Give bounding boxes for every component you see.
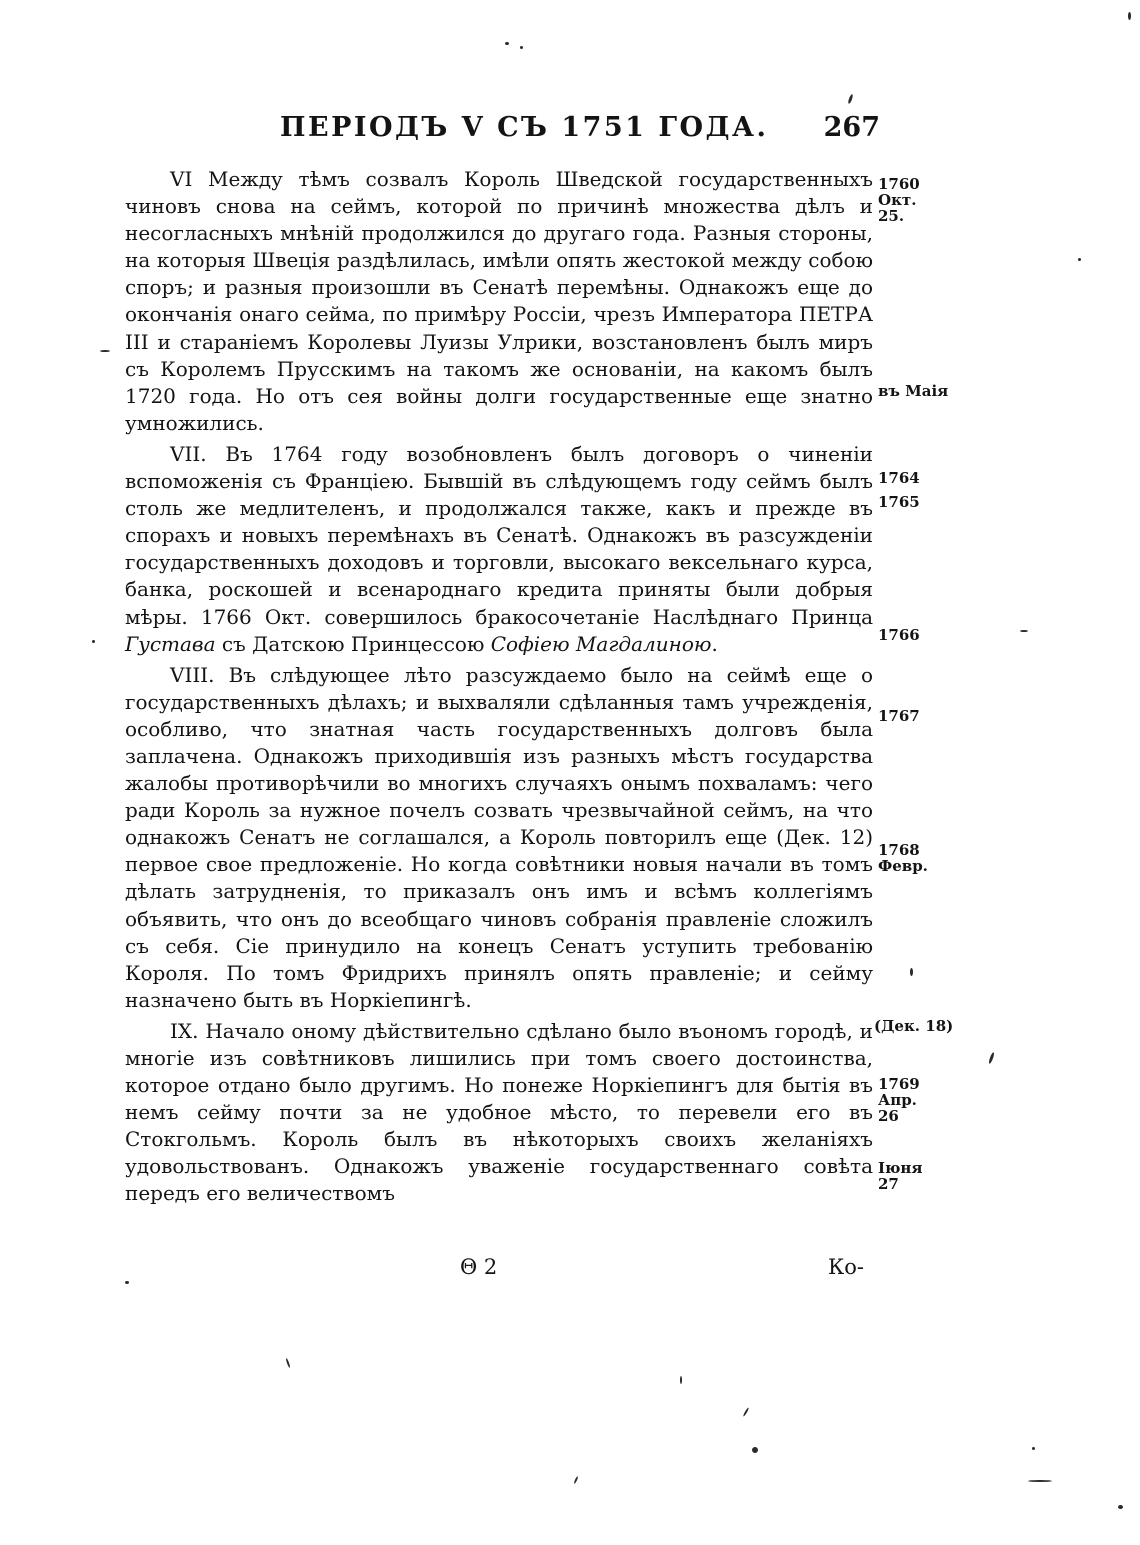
scan-speck xyxy=(1078,258,1081,261)
scan-speck xyxy=(847,94,853,104)
running-header xyxy=(280,112,880,152)
scan-speck xyxy=(910,968,913,976)
scan-speck xyxy=(100,350,110,352)
margin-note-may: въ Маія xyxy=(878,382,949,400)
paragraph-viii: VIII. Въ слѣдующее лѣто разсуждаемо было на сеймѣ еще о государственныхъ дѣлахъ; и выхваляли сдѣланныя тамъ учрежденія, особливо, что знатная часть государственныхъ долговъ была заплачена. Однакожъ приходившія изъ разныхъ мѣстъ государства жалобы противорѣчили во многихъ случаяхъ онымъ похваламъ: чего ради Король за нужное почелъ созвать чрезвычайной сеймъ, на что однакожъ Сенатъ не соглашался, а Король повторилъ еще (Дек. 12) первое свое предложеніе. Но когда совѣтники новыя начали въ томъ дѣлать затрудненія, то приказалъ онъ имъ и всѣмъ коллегіямъ объявить, что онъ до всеобщаго чиновъ собранія правленіе сложилъ съ себя. Сіе принудило на конецъ Сенатъ уступить требованію Короля. По томъ Фридрихъ принялъ опять правленіе; и сейму назначено быть въ Норкіепингѣ. xyxy=(125,662,873,1012)
scan-speck xyxy=(1128,12,1131,20)
margin-note-1766: 1766 xyxy=(878,626,920,644)
scan-speck xyxy=(988,1052,995,1064)
paragraph-vii-text: VII. Въ 1764 году возобновленъ былъ договоръ о чиненіи вспоможенія съ Франціею. Бывшій въ слѣдующемъ году сеймъ былъ столь же медлителенъ, и продолжался также, какъ и прежде въ спорахъ и новыхъ перемѣнахъ въ Сенатѣ. Однакожъ въ разсужденіи государственныхъ доходовъ и торговли, высокаго вексельнаго курса, банка, роскошей и всенароднаго кредита приняты были добрыя мѣры. 1766 Окт. совершилось бракосочетаніе Наслѣднаго Принца xyxy=(125,441,873,629)
scan-speck xyxy=(573,1476,578,1484)
scan-speck xyxy=(680,1376,682,1384)
italic-name-sofia: Софіею Магдалиною xyxy=(490,631,712,656)
catchword: Ко- xyxy=(828,1255,864,1279)
scan-speck xyxy=(1032,1447,1035,1450)
margin-note-1760: 1760 Окт. 25. xyxy=(878,175,920,225)
scan-speck xyxy=(752,1447,758,1453)
margin-note-1767: 1767 xyxy=(878,707,920,725)
margin-note-dec18: (Дек. 18) xyxy=(874,1017,954,1035)
italic-name-gustav: Густава xyxy=(125,631,216,656)
margin-note-1764: 1764 1765 xyxy=(878,469,920,511)
signature-mark: Θ 2 xyxy=(460,1255,498,1279)
scan-speck xyxy=(505,42,509,45)
page-number: 267 xyxy=(823,112,880,143)
paragraph-vii xyxy=(125,441,873,658)
scan-speck xyxy=(520,46,523,49)
scan-speck xyxy=(125,1281,129,1284)
scan-speck xyxy=(92,640,95,643)
margin-note-june: Іюня 27 xyxy=(878,1159,923,1193)
scan-speck xyxy=(743,1407,750,1417)
text-column xyxy=(125,166,873,1212)
scan-speck xyxy=(285,1358,290,1368)
scan-speck xyxy=(1118,1505,1123,1509)
scan-speck xyxy=(1020,630,1028,632)
scan-speck xyxy=(1028,1480,1052,1482)
paragraph-vii-mid: съ Датскою Принцессою xyxy=(221,631,485,656)
header-title: ПЕРІОДЪ V СЪ 1751 ГОДА. xyxy=(280,112,769,143)
paragraph-ix: IX. Начало оному дѣйствительно сдѣлано было въономъ городѣ, и многіе изъ совѣтниковъ лишились при томъ своего достоинства, которое отдано было другимъ. Но понеже Норкіепингъ для бытія въ немъ сейму почти за не удобное мѣсто, то перевели его въ Стокгольмъ. Король былъ въ нѣкоторыхъ своихъ желаніяхъ удовольствованъ. Однакожъ уваженіе государственнаго совѣта передъ его величествомъ xyxy=(125,1018,873,1206)
margin-note-1769: 1769 Апр. 26 xyxy=(878,1075,920,1125)
paragraph-vi: VI Между тѣмъ созвалъ Король Шведской государственныхъ чиновъ снова на сеймъ, которой по причинѣ множества дѣлъ и несогласныхъ мнѣній продолжился до другаго года. Разныя стороны, на которыя Швеція раздѣлилась, имѣли опять жестокой между собою споръ; и разныя произошли въ Сенатѣ перемѣны. Однакожъ еще до окончанія онаго сейма, по примѣру Россіи, чрезъ Императора ПЕТРА III и стараніемъ Королевы Луизы Улрики, возстановленъ былъ миръ съ Королемъ Прусскимъ на такомъ же основаніи, на какомъ былъ 1720 года. Но отъ сея войны долги государственные еще знатно умножились. xyxy=(125,167,873,435)
margin-note-1768: 1768 Февр. xyxy=(878,841,928,875)
paragraph-vii-end: . xyxy=(711,631,718,656)
